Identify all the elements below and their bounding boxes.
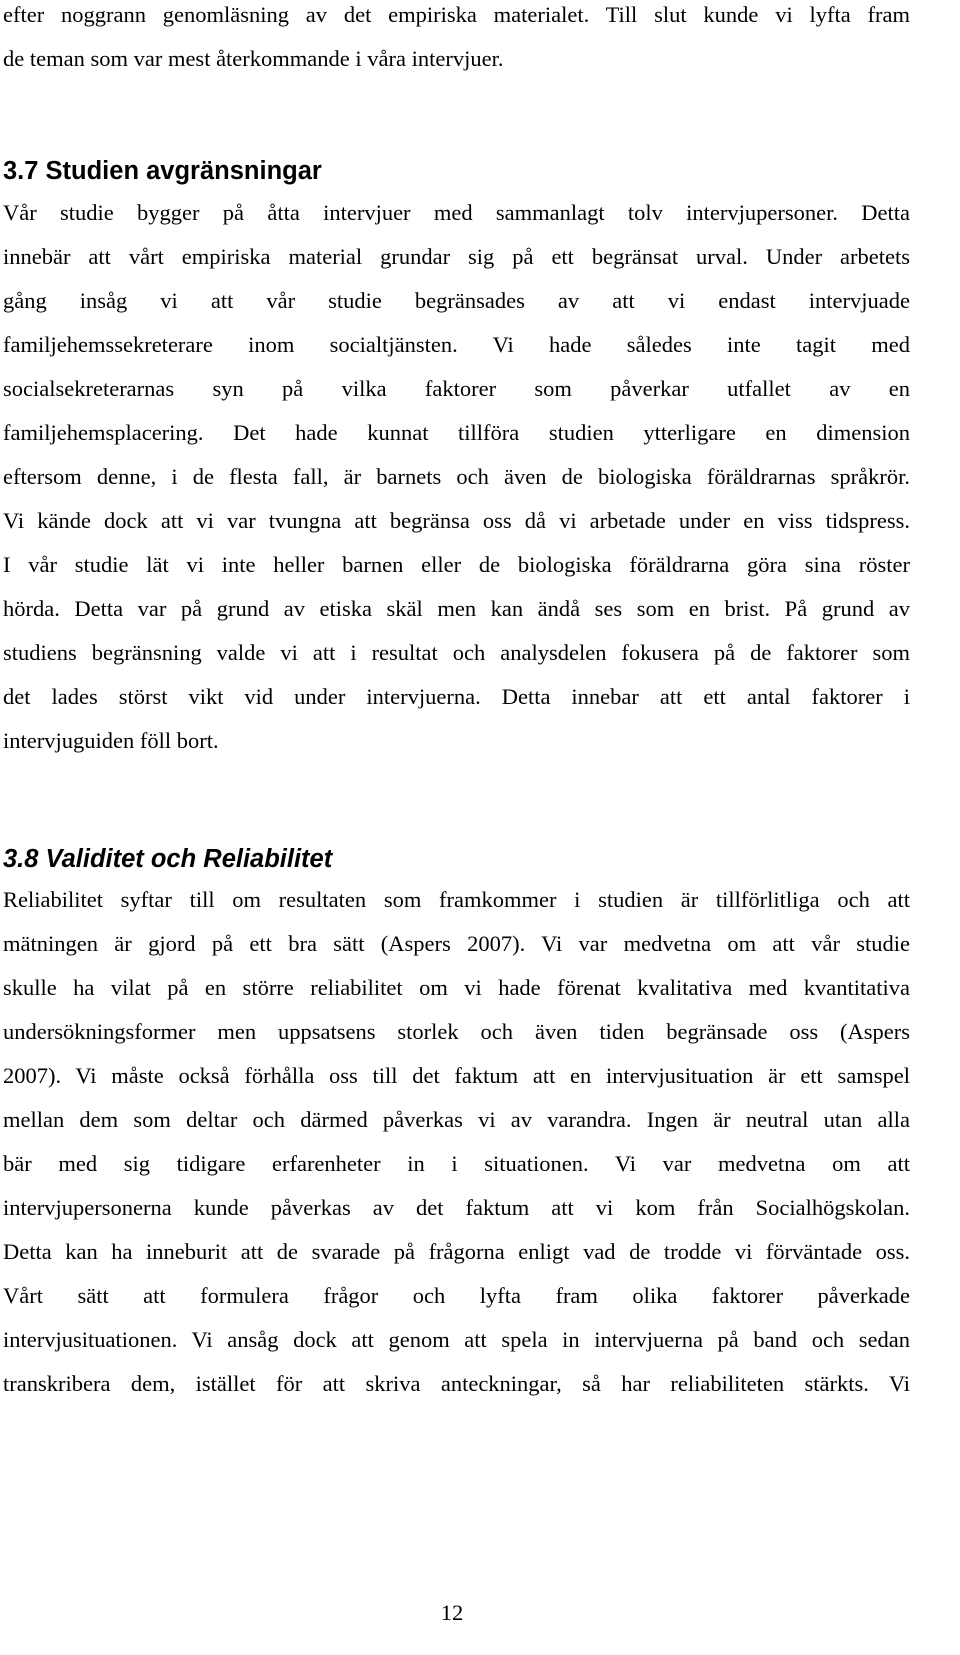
section-3-7-line: intervjuguiden föll bort. (3, 728, 219, 753)
intro-line: efter noggrann genomläsning av det empiriska materialet. Till slut kunde vi lyfta fram (3, 2, 910, 27)
section-3-8-line: Vårt sätt att formulera frågor och lyfta fram olika faktorer påverkade (3, 1283, 910, 1308)
intro-line: de teman som var mest återkommande i våra intervjuer. (3, 46, 504, 71)
section-3-7-line: socialsekreterarnas syn på vilka faktorer som påverkar utfallet av en (3, 376, 910, 401)
section-heading-3-8: 3.8 Validitet och Reliabilitet (3, 845, 333, 873)
section-heading-3-7: 3.7 Studien avgränsningar (3, 157, 322, 185)
section-3-7-line: Vi kände dock att vi var tvungna att begränsa oss då vi arbetade under en viss tidspress. (3, 508, 910, 533)
section-3-8-line: undersökningsformer men uppsatsens storlek och även tiden begränsade oss (Aspers (3, 1019, 910, 1044)
section-3-8-line: bär med sig tidigare erfarenheter in i situationen. Vi var medvetna om att (3, 1151, 910, 1176)
page-number: 12 (440, 1600, 464, 1625)
section-3-8-line: Detta kan ha inneburit att de svarade på frågorna enligt vad de trodde vi förväntade oss. (3, 1239, 910, 1264)
section-3-8-line: mätningen är gjord på ett bra sätt (Aspers 2007). Vi var medvetna om att vår studie (3, 931, 910, 956)
section-3-7-line: gång insåg vi att vår studie begränsades av att vi endast intervjuade (3, 288, 910, 313)
section-3-7-line: eftersom denne, i de flesta fall, är barnets och även de biologiska föräldrarnas språkrör. (3, 464, 910, 489)
section-3-8-line: Reliabilitet syftar till om resultaten som framkommer i studien är tillförlitliga och att (3, 887, 910, 912)
section-3-8-line: mellan dem som deltar och därmed påverkas vi av varandra. Ingen är neutral utan alla (3, 1107, 910, 1132)
section-3-8-line: 2007). Vi måste också förhålla oss till det faktum att en intervjusituation är ett samspel (3, 1063, 910, 1088)
section-3-7-line: studiens begränsning valde vi att i resultat och analysdelen fokusera på de faktorer som (3, 640, 910, 665)
section-3-8-line: skulle ha vilat på en större reliabilitet om vi hade förenat kvalitativa med kvantitativa (3, 975, 910, 1000)
section-3-8-line: intervjusituationen. Vi ansåg dock att genom att spela in intervjuerna på band och sedan (3, 1327, 910, 1352)
section-3-8-line: intervjupersonerna kunde påverkas av det faktum att vi kom från Socialhögskolan. (3, 1195, 910, 1220)
section-3-7-line: innebär att vårt empiriska material grundar sig på ett begränsat urval. Under arbetets (3, 244, 910, 269)
section-3-8-line: transkribera dem, istället för att skriva anteckningar, så har reliabiliteten stärkts. Vi (3, 1371, 910, 1396)
section-3-7-line: familjehemsplacering. Det hade kunnat tillföra studien ytterligare en dimension (3, 420, 910, 445)
section-3-7-line: hörda. Detta var på grund av etiska skäl men kan ändå ses som en brist. På grund av (3, 596, 910, 621)
section-3-7-line: I vår studie lät vi inte heller barnen eller de biologiska föräldrarna göra sina röster (3, 552, 910, 577)
section-3-7-line: familjehemssekreterare inom socialtjänsten. Vi hade således inte tagit med (3, 332, 910, 357)
section-3-7-line: det lades störst vikt vid under intervjuerna. Detta innebar att ett antal faktorer i (3, 684, 910, 709)
section-3-7-line: Vår studie bygger på åtta intervjuer med sammanlagt tolv intervjupersoner. Detta (3, 200, 910, 225)
